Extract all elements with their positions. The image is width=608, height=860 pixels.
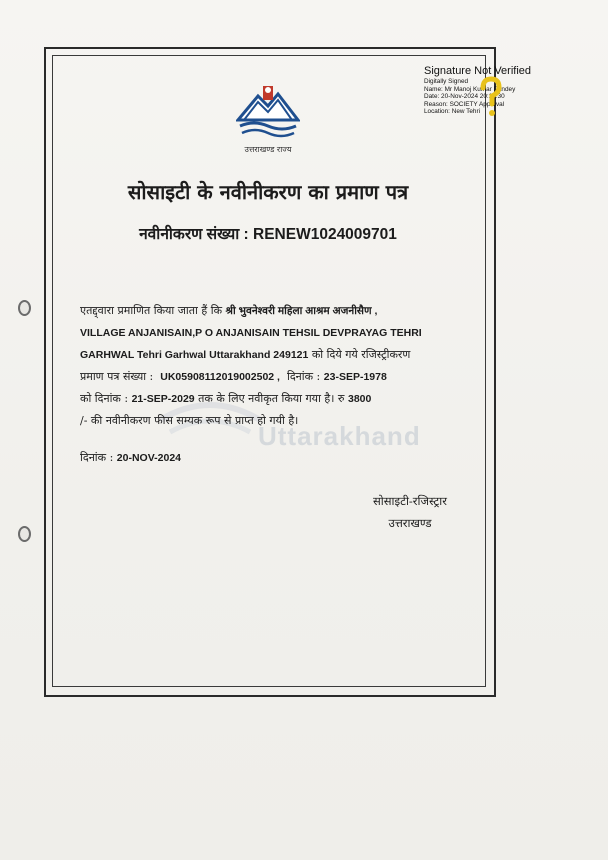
valid-until-date: 21-SEP-2029 bbox=[131, 393, 195, 405]
body-text: को दिनांक : bbox=[80, 392, 129, 405]
emblem-caption: उत्तराखण्ड राज्य bbox=[244, 145, 292, 154]
body-text: /- की नवीनीकरण फीस सम्यक रूप से प्राप्त हो गयी है। bbox=[80, 414, 299, 427]
punch-hole bbox=[18, 526, 31, 542]
body-text: तक के लिए नवीकृत किया गया है। रु bbox=[198, 392, 345, 405]
registrar-signature bbox=[340, 490, 480, 534]
society-address: VILLAGE ANJANISAIN,P O ANJANISAIN TEHSIL DEVPRAYAG TEHRI bbox=[80, 327, 422, 339]
registrar-state: उत्तराखण्ड bbox=[388, 516, 432, 530]
signature-status: Signature Not Verified bbox=[424, 65, 532, 77]
certificate-body bbox=[80, 300, 470, 431]
body-text: दिनांक : bbox=[286, 370, 321, 383]
society-address: GARHWAL Tehri Garhwal Uttarakhand 249121 bbox=[80, 349, 309, 361]
issue-date bbox=[80, 450, 181, 465]
signature-line: Digitally Signed bbox=[424, 78, 469, 85]
issue-date-value: 20-NOV-2024 bbox=[116, 452, 182, 464]
registration-number: UK05908112019002502 , bbox=[160, 371, 280, 383]
body-text: एतद्द्वारा प्रमाणित किया जाता हैं कि bbox=[80, 304, 223, 317]
signature-line: Location: New Tehri bbox=[424, 108, 481, 116]
renewal-number: नवीनीकरण संख्या : RENEW1024009701 bbox=[139, 226, 397, 243]
registration-date: 23-SEP-1978 bbox=[323, 371, 387, 383]
watermark-text: Uttarakhand bbox=[258, 421, 421, 451]
renewal-fee: 3800 bbox=[348, 393, 372, 405]
signature-line: Name: Mr Manoj Kumar Pandey bbox=[424, 85, 516, 93]
signature-line: Reason: SOCIETY Approval bbox=[424, 100, 505, 108]
certificate-title: सोसाइटी के नवीनीकरण का प्रमाण पत्र bbox=[127, 180, 409, 204]
punch-hole bbox=[18, 300, 31, 316]
uttarakhand-emblem-icon bbox=[236, 82, 300, 140]
registrar-title: सोसाइटी-रजिस्ट्रार bbox=[373, 494, 447, 508]
question-mark-icon bbox=[478, 76, 504, 120]
body-text: को दिये गये रजिस्ट्रीकरण bbox=[311, 348, 411, 361]
body-text: प्रमाण पत्र संख्या : bbox=[80, 370, 154, 383]
issue-date-label: दिनांक : bbox=[80, 451, 114, 464]
society-name: श्री भुवनेश्वरी महिला आश्रम अजनीसैण , bbox=[225, 305, 378, 317]
signature-line: Date: 20-Nov-2024 20:13:30 bbox=[424, 93, 505, 101]
